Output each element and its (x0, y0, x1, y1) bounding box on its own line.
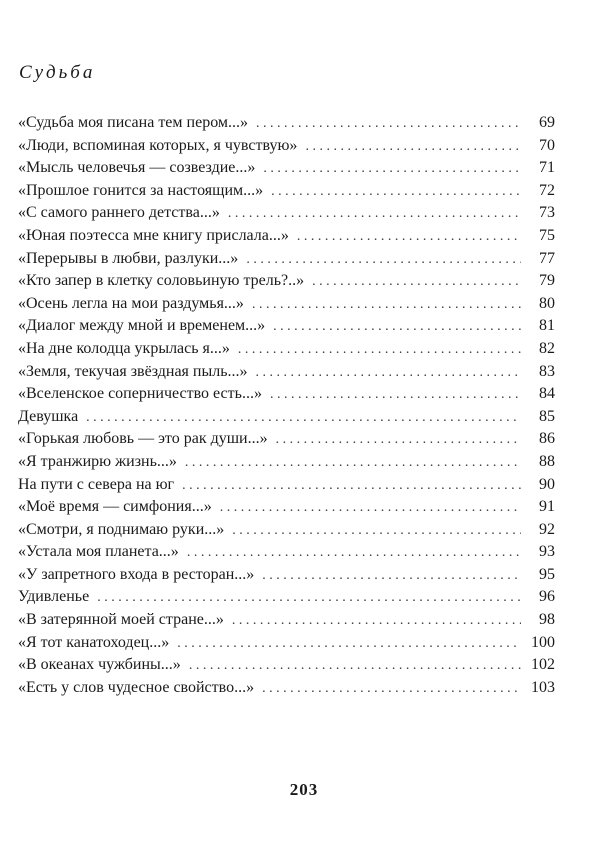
toc-entry-title: «Перерывы в любви, разлуки...» (18, 249, 239, 267)
toc-entry (18, 586, 555, 609)
toc-entry (18, 361, 555, 384)
toc-entry (18, 519, 555, 542)
dot-leader (187, 542, 521, 565)
toc-entry (18, 112, 555, 135)
toc-entry (18, 428, 555, 451)
dot-leader (297, 226, 521, 249)
toc-entry-title: «В океанах чужбины...» (18, 656, 181, 674)
toc-entry-page: 84 (539, 385, 555, 403)
toc-entry-page: 92 (539, 520, 555, 538)
toc-entry-title: «Моё время — симфония...» (18, 498, 212, 516)
dot-leader (232, 610, 521, 633)
dot-leader (252, 294, 521, 317)
toc-entry (18, 654, 555, 677)
toc-entry (18, 293, 555, 316)
toc-entry-page: 69 (539, 114, 555, 131)
toc-entry-page: 73 (539, 204, 555, 222)
page-number: 203 (289, 780, 319, 799)
toc-entry (18, 315, 555, 338)
toc-entry (18, 135, 555, 158)
toc-entry-title: «Диалог между мной и временем...» (18, 317, 266, 335)
toc-entry-title: «С самого раннего детства...» (18, 204, 220, 222)
toc-entry (18, 248, 555, 271)
toc-entry-title: На пути с севера на юг (18, 475, 175, 493)
dot-leader (273, 316, 521, 339)
toc-entry-page: 70 (539, 136, 555, 154)
toc-entry (18, 632, 555, 655)
dot-leader (228, 203, 521, 226)
toc-entry-page: 102 (531, 656, 555, 674)
toc-entry-page: 96 (539, 588, 555, 606)
toc-entry (18, 541, 555, 564)
dot-leader (263, 158, 521, 181)
dot-leader (182, 475, 521, 498)
toc-entry (18, 677, 555, 700)
toc-entry-page: 86 (539, 430, 555, 448)
dot-leader (305, 136, 521, 159)
toc-entry (18, 383, 555, 406)
toc-entry-page: 81 (539, 317, 555, 335)
toc-entry-title: «В затерянной моей стране...» (18, 611, 224, 629)
toc-entry-page: 95 (539, 565, 555, 583)
toc-entry (18, 496, 555, 519)
dot-leader (312, 271, 521, 294)
toc-entry-title: «Мысль человечья — созвездие...» (18, 159, 256, 177)
toc-entry-page: 72 (539, 181, 555, 199)
toc-entry-title: «Земля, текучая звёздная пыль...» (18, 362, 248, 380)
toc-entry-page: 71 (539, 159, 555, 177)
dot-leader (276, 429, 521, 452)
toc-entry-page: 103 (531, 678, 555, 696)
dot-leader (185, 452, 521, 475)
toc-entry (18, 451, 555, 474)
dot-leader (246, 249, 521, 272)
toc-entry-page: 98 (539, 611, 555, 629)
toc-entry-title: «Кто запер в клетку соловьиную трель?..» (18, 272, 305, 290)
toc-entry-page: 82 (539, 339, 555, 357)
toc-entry-page: 90 (539, 475, 555, 493)
dot-leader (220, 497, 521, 520)
toc-entry (18, 202, 555, 225)
toc-entry (18, 406, 555, 429)
toc-entry-title: «Я транжирю жизнь...» (18, 452, 177, 470)
toc-entry-page: 77 (539, 249, 555, 267)
dot-leader (238, 339, 521, 362)
toc-entry-page: 88 (539, 452, 555, 470)
toc-entry-title: «Юная поэтесса мне книгу прислала...» (18, 226, 289, 244)
toc-entry (18, 474, 555, 497)
toc-entry (18, 564, 555, 587)
dot-leader (271, 181, 521, 204)
toc-entry (18, 609, 555, 632)
table-of-contents (18, 112, 555, 699)
dot-leader (262, 565, 521, 588)
toc-entry-title: «Смотри, я поднимаю руки...» (18, 520, 225, 538)
toc-entry (18, 157, 555, 180)
toc-entry (18, 180, 555, 203)
toc-entry-title: «Судьба моя писана тем пером...» (18, 114, 249, 131)
toc-entry-page: 75 (539, 226, 555, 244)
toc-entry-page: 83 (539, 362, 555, 380)
toc-entry-page: 80 (539, 294, 555, 312)
dot-leader (232, 520, 521, 543)
dot-leader (270, 384, 521, 407)
dot-leader (177, 633, 521, 656)
toc-entry-title: «Я тот канатоходец...» (18, 633, 170, 651)
toc-entry-page: 79 (539, 272, 555, 290)
toc-entry-title: «Прошлое гонится за настоящим...» (18, 181, 264, 199)
dot-leader (189, 655, 521, 678)
toc-entry (18, 338, 555, 361)
dot-leader (256, 113, 521, 136)
toc-entry-title: «Горькая любовь — это рак души...» (18, 430, 268, 448)
toc-entry (18, 225, 555, 248)
dot-leader (256, 362, 522, 385)
toc-entry-title: «Вселенское соперничество есть...» (18, 385, 262, 403)
dot-leader (97, 587, 521, 610)
toc-entry-page: 85 (539, 407, 555, 425)
toc-entry-title: «У запретного входа в ресторан...» (18, 565, 255, 583)
toc-entry-page: 100 (531, 633, 555, 651)
toc-entry-title: Девушка (18, 407, 79, 425)
toc-entry-title: «Люди, вспоминая которых, я чувствую» (18, 136, 298, 154)
toc-entry-page: 93 (539, 543, 555, 561)
section-title: Судьба (19, 62, 96, 83)
toc-entry-page: 91 (539, 498, 555, 516)
toc-entry-title: «Устала моя планета...» (18, 543, 179, 561)
dot-leader (262, 678, 521, 701)
toc-entry-title: «На дне колодца укрылась я...» (18, 339, 230, 357)
dot-leader (86, 407, 521, 430)
toc-entry-title: Удивленье (18, 588, 90, 606)
toc-entry-title: «Осень легла на мои раздумья...» (18, 294, 244, 312)
toc-entry-title: «Есть у слов чудесное свойство...» (18, 678, 255, 696)
toc-entry (18, 270, 555, 293)
